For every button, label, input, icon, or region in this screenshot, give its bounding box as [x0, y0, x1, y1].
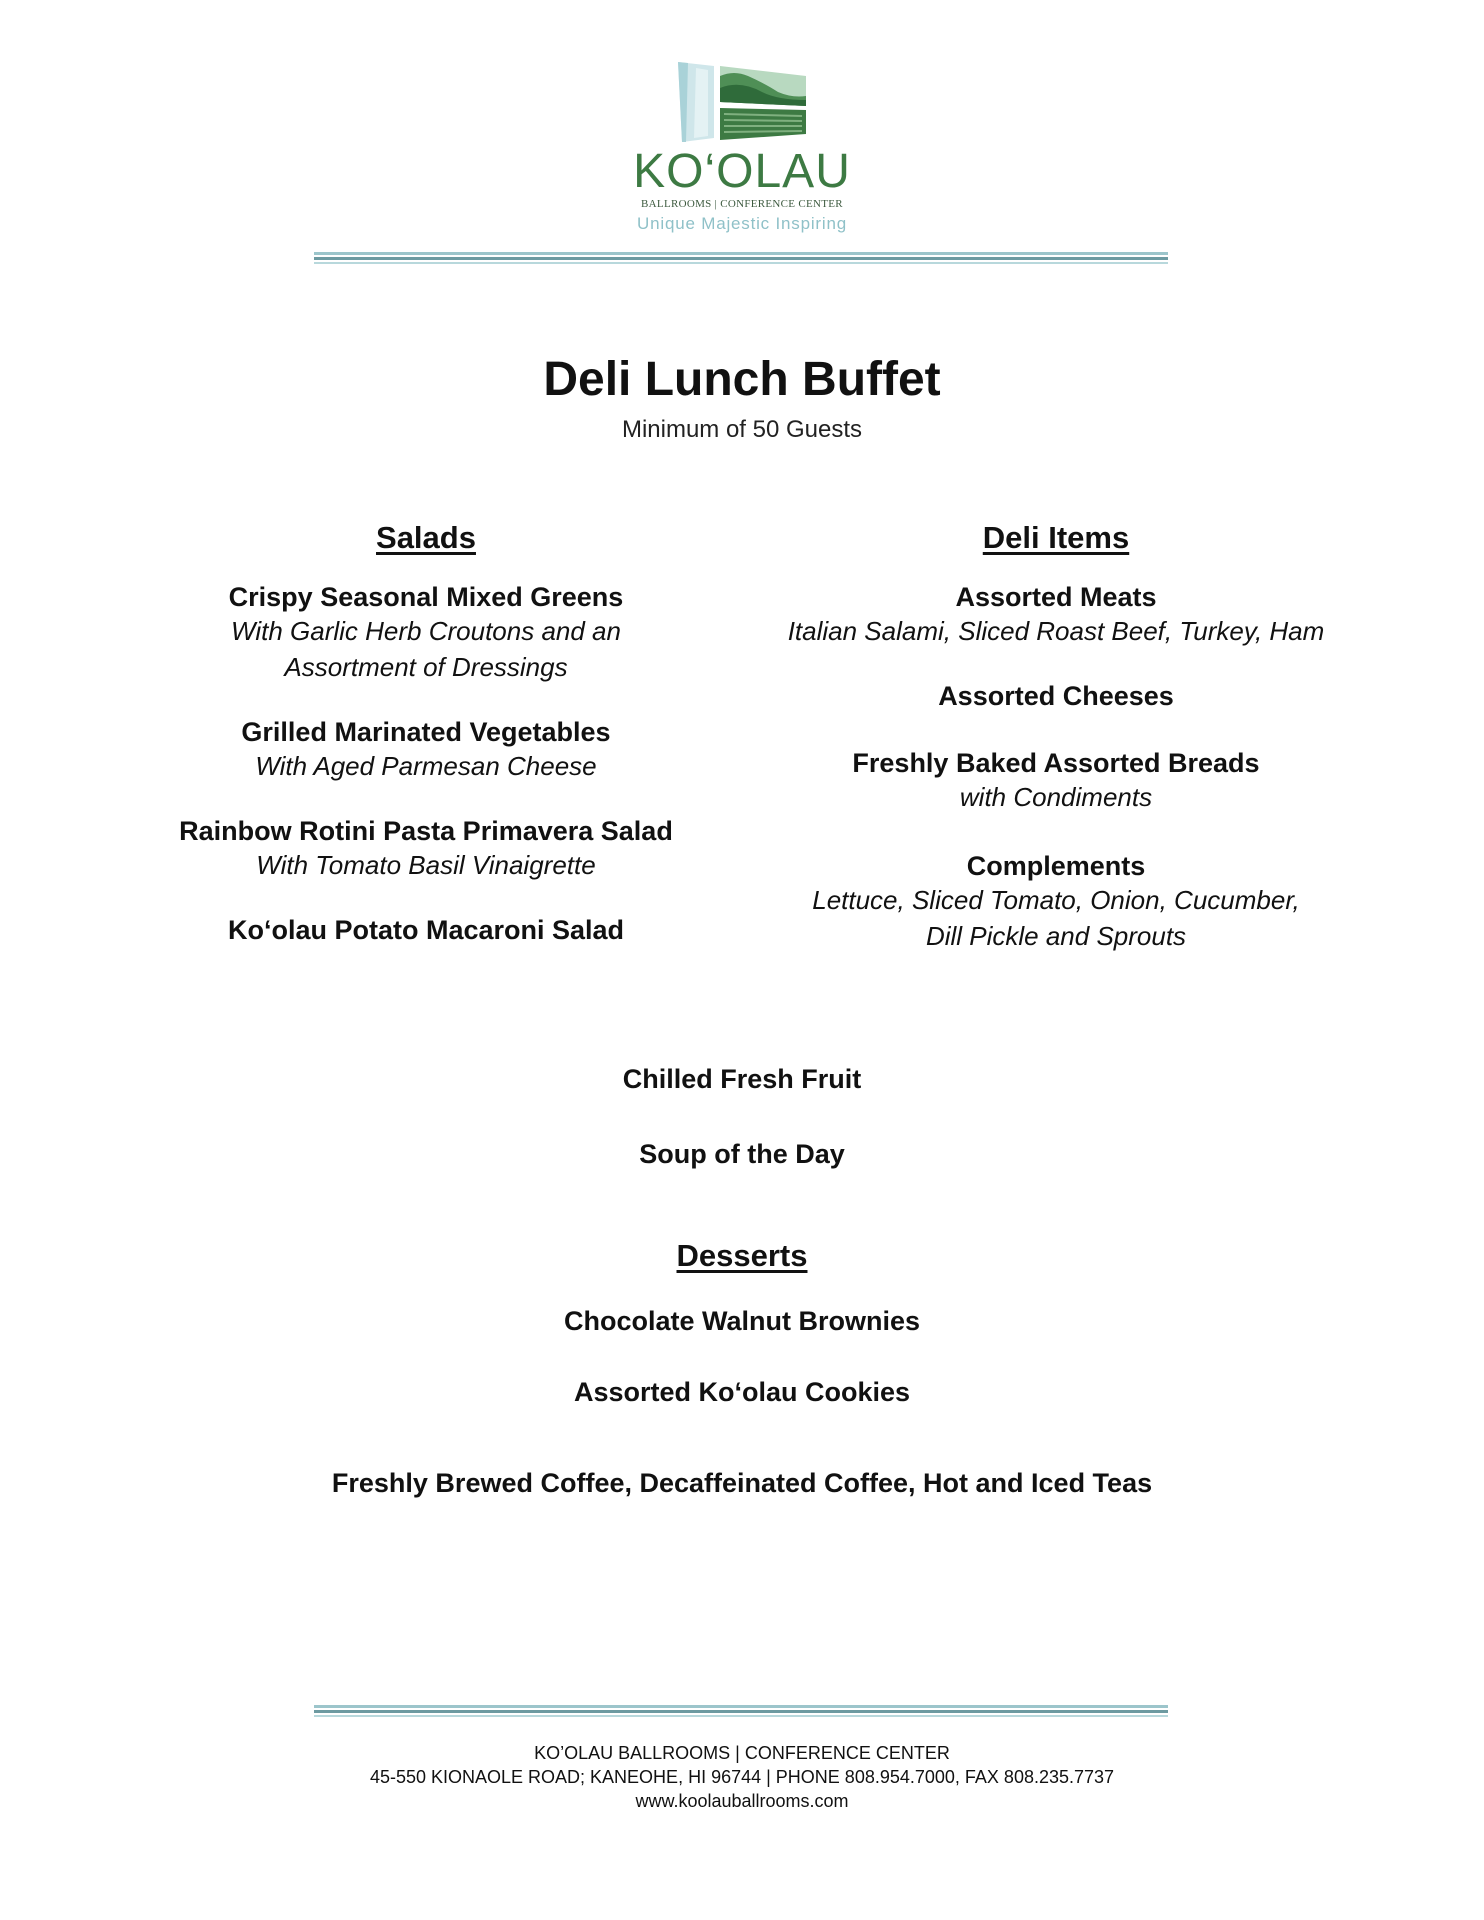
menu-item-description: Assortment of Dressings: [284, 652, 568, 682]
menu-item: [756, 582, 1356, 649]
desserts-heading: Desserts: [676, 1238, 808, 1273]
menu-item-name: Ko‘olau Potato Macaroni Salad: [227, 915, 625, 945]
menu-item: [756, 748, 1356, 815]
extra-item: Soup of the Day: [639, 1139, 845, 1169]
menu-item-description: with Condiments: [959, 782, 1153, 812]
section-heading: Salads: [376, 520, 476, 555]
footer: [0, 1741, 1484, 1813]
page-title: Deli Lunch Buffet: [543, 353, 941, 406]
footer-venue-name: KO’OLAU BALLROOMS | CONFERENCE CENTER: [534, 1743, 950, 1763]
dessert-item: Assorted Ko‘olau Cookies: [573, 1377, 911, 1407]
menu-item-name: Crispy Seasonal Mixed Greens: [228, 582, 624, 612]
menu-item-name: Rainbow Rotini Pasta Primavera Salad: [179, 816, 673, 846]
deli-section: [756, 520, 1356, 954]
logo-wordmark: KO‘OLAU: [633, 145, 851, 198]
menu-item-description: With Aged Parmesan Cheese: [255, 751, 597, 781]
menu-item: [126, 717, 726, 784]
beverages-line: Freshly Brewed Coffee, Decaffeinated Coffee, Hot and Iced Teas: [331, 1468, 1153, 1498]
menu-item: [756, 681, 1356, 712]
menu-item-name: Complements: [966, 851, 1146, 881]
header-divider: [314, 252, 1168, 264]
menu-item-description: Dill Pickle and Sprouts: [925, 921, 1187, 951]
footer-website-link[interactable]: www.koolauballrooms.com: [635, 1791, 849, 1811]
menu-item-description: Italian Salami, Sliced Roast Beef, Turkey, Ham: [787, 616, 1325, 646]
logo-tagline: Unique Majestic Inspiring: [637, 214, 847, 233]
logo-subtitle: BALLROOMS | CONFERENCE CENTER: [641, 198, 843, 210]
menu-item-description: With Garlic Herb Croutons and an: [231, 616, 621, 646]
menu-item-name: Assorted Cheeses: [938, 681, 1174, 711]
venue-logo: [620, 62, 864, 242]
section-heading: Deli Items: [982, 520, 1130, 555]
menu-item-name: Grilled Marinated Vegetables: [241, 717, 611, 747]
menu-item: [756, 851, 1356, 954]
menu-item: [126, 816, 726, 883]
salads-section: [126, 520, 726, 946]
extra-item: Chilled Fresh Fruit: [622, 1064, 862, 1094]
mountain-window-logo-icon: [674, 62, 810, 142]
page-subtitle: Minimum of 50 Guests: [621, 416, 863, 443]
footer-address: 45-550 KIONAOLE ROAD; KANEOHE, HI 96744 | PHONE 808.954.7000, FAX 808.235.7737: [369, 1767, 1115, 1787]
menu-item: [126, 915, 726, 946]
menu-item: [126, 582, 726, 685]
footer-divider: [314, 1705, 1168, 1717]
menu-item-description: With Tomato Basil Vinaigrette: [256, 850, 596, 880]
menu-item-name: Assorted Meats: [955, 582, 1157, 612]
dessert-item: Chocolate Walnut Brownies: [563, 1306, 921, 1336]
menu-item-description: Lettuce, Sliced Tomato, Onion, Cucumber,: [812, 885, 1300, 915]
menu-item-name: Freshly Baked Assorted Breads: [852, 748, 1260, 778]
